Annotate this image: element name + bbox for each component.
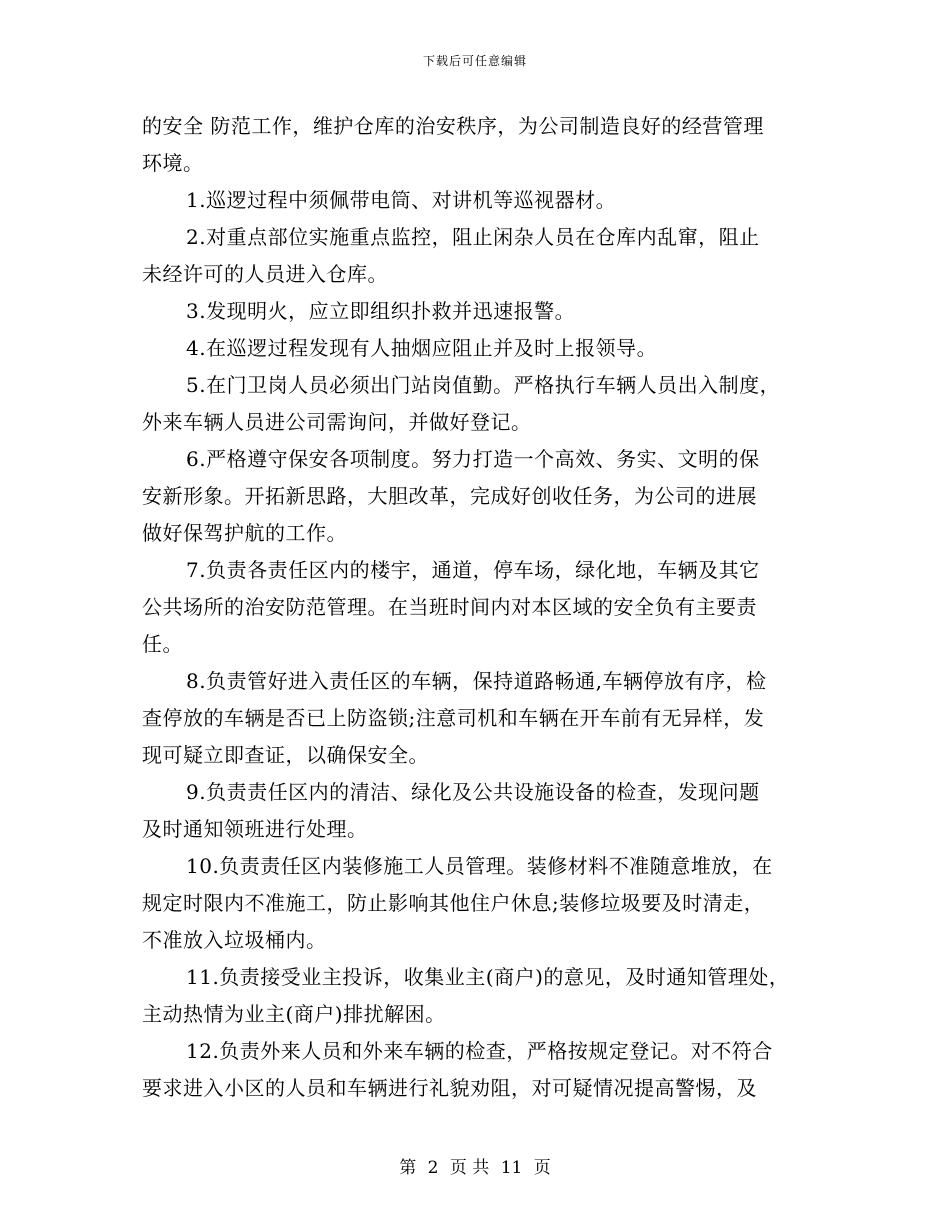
text-line: 主动热情为业主(商户)排扰解困。	[142, 1002, 446, 1026]
text-line: 做好保驾护航的工作。	[142, 521, 347, 545]
text-line: 7.负责各责任区内的楼宇，通道，停车场，绿化地，车辆及其它	[186, 558, 760, 582]
footer-page-number: 2	[427, 1158, 439, 1178]
text-line: 12.负责外来人员和外来车辆的检查，严格按规定登记。对不符合	[186, 1039, 773, 1063]
text-line: 5.在门卫岗人员必须出门站岗值勤。严格执行车辆人员出入制度，	[186, 373, 781, 397]
document-body	[142, 108, 812, 1107]
text-line: 外来车辆人员进公司需询问，并做好登记。	[142, 410, 532, 434]
text-line: 规定时限内不准施工，防止影响其他住户休息;装修垃圾要及时清走，	[142, 891, 765, 915]
text-line: 4.在巡逻过程发现有人抽烟应阻止并及时上报领导。	[186, 336, 658, 360]
text-line: 2.对重点部位实施重点监控，阻止闲杂人员在仓库内乱窜，阻止	[186, 225, 760, 249]
text-line: 要求进入小区的人员和车辆进行礼貌劝阻，对可疑情况提高警惕，及	[142, 1076, 757, 1100]
text-line: 11.负责接受业主投诉，收集业主(商户)的意见，及时通知管理处，	[186, 965, 790, 989]
text-line: 不准放入垃圾桶内。	[142, 928, 327, 952]
text-line: 3.发现明火，应立即组织扑救并迅速报警。	[186, 299, 576, 323]
page-footer	[0, 1153, 950, 1178]
page-header: 下载后可任意编辑	[422, 54, 527, 68]
footer-prefix: 第	[399, 1158, 417, 1178]
text-line: 公共场所的治安防范管理。在当班时间内对本区域的安全负有主要责	[142, 595, 757, 619]
text-line: 1.巡逻过程中须佩带电筒、对讲机等巡视器材。	[186, 188, 617, 212]
text-line: 9.负责责任区内的清洁、绿化及公共设施设备的检查，发现问题	[186, 780, 760, 804]
text-line: 的安全 防范工作，维护仓库的治安秩序，为公司制造良好的经营管理	[142, 114, 764, 138]
text-line: 现可疑立即查证，以确保安全。	[142, 743, 429, 767]
text-line: 10.负责责任区内装修施工人员管理。装修材料不准随意堆放，在	[186, 854, 773, 878]
text-line: 8.负责管好进入责任区的车辆，保持道路畅通,车辆停放有序，检	[186, 669, 767, 693]
text-line: 及时通知领班进行处理。	[142, 817, 368, 841]
text-line: 查停放的车辆是否已上防盗锁;注意司机和车辆在开车前有无异样，发	[142, 706, 765, 730]
text-line: 未经许可的人员进入仓库。	[142, 262, 388, 286]
text-line: 任。	[142, 632, 183, 656]
text-line: 安新形象。开拓新思路，大胆改革，完成好创收任务，为公司的进展	[142, 484, 757, 508]
text-line: 环境。	[142, 151, 204, 175]
footer-total-pages: 11	[500, 1158, 523, 1178]
text-line: 6.严格遵守保安各项制度。努力打造一个高效、务实、文明的保	[186, 447, 760, 471]
footer-suffix: 页	[533, 1158, 551, 1178]
footer-middle: 页 共	[449, 1158, 490, 1178]
